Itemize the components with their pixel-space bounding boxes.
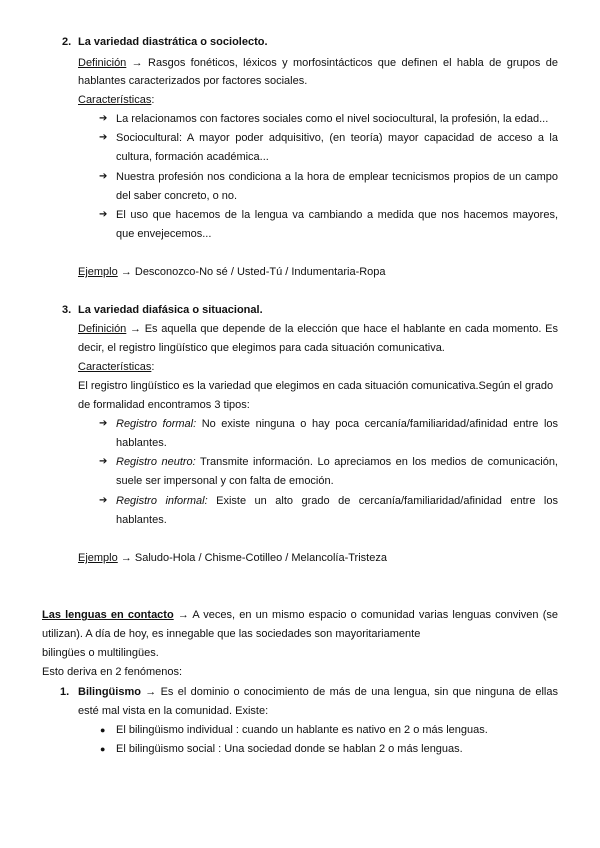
section3-paragraph-line1: El registro lingüístico es la variedad que elegimos en cada situación comunicativa.Según el grado (78, 380, 554, 392)
contact-dot1: El bilingüismo individual : cuando un hablante es nativo en 2 o más lenguas. (116, 724, 488, 736)
bullet-arrow-icon: ➔ (99, 113, 108, 124)
register-neutral-label: Registro neutro: (116, 456, 196, 468)
bullet-arrow-icon: ➔ (99, 209, 108, 220)
section3-characteristics-heading (78, 360, 154, 374)
section2-bullet2-line1: Sociocultural: A mayor poder adquisitivo, (en teoría) mayor capacidad de acceso a la (116, 132, 558, 144)
section3-register-neutral-line1 (116, 455, 558, 469)
bullet-dot-icon: ● (100, 725, 106, 735)
section2-title: La variedad diastrática o sociolecto. (78, 36, 268, 48)
register-informal-label: Registro informal: (116, 495, 208, 507)
section2-example-text: → Desconozco-No sé / Usted-Tú / Indumentaria-Ropa (120, 266, 386, 278)
bullet-arrow-icon: ➔ (99, 456, 108, 467)
section3-characteristics-label: Características (78, 361, 152, 373)
section3-register-formal-line1 (116, 417, 558, 431)
section3-example-label: Ejemplo (78, 552, 118, 564)
register-informal-text: Existe un alto grado de cercanía/familiaridad/afinidad entre los (207, 495, 558, 507)
contact-item-line2: esté mal vista en la comunidad. Existe: (78, 705, 269, 717)
section2-definition-label: Definición (78, 57, 127, 69)
bullet-arrow-icon: ➔ (99, 418, 108, 429)
section3-definition-line1 (78, 322, 558, 336)
bullet-arrow-icon: ➔ (99, 495, 108, 506)
contact-line3: bilingües o multilingües. (42, 647, 159, 659)
section3-definition-label: Definición (78, 323, 127, 335)
contact-dot2: El bilingüismo social : Una sociedad donde se hablan 2 o más lenguas. (116, 743, 463, 755)
section2-bullet2-line2: cultura, formación académica... (116, 151, 269, 163)
section2-example-label: Ejemplo (78, 266, 118, 278)
register-neutral-text: Transmite información. Lo apreciamos en los medios de comunicación, (195, 456, 558, 468)
contact-line1-text: → A veces, en un mismo espacio o comunidad varias lenguas conviven (se (173, 609, 558, 621)
contact-item-number: 1. (60, 686, 70, 698)
section3-characteristics-colon: : (151, 361, 155, 373)
section3-definition-line2: decir, el registro lingüístico que elegimos para cada situación comunicativa. (78, 342, 445, 354)
section2-bullet1: La relacionamos con factores sociales como el nivel sociocultural, la profesión, la edad... (116, 113, 549, 125)
section2-characteristics-heading (78, 93, 154, 107)
contact-item-line1 (78, 685, 558, 699)
bilinguismo-title: Bilingüismo (78, 686, 141, 698)
section2-definition-text: Rasgos fonéticos, léxicos y morfosintácticos que definen el habla de grupos de (148, 57, 558, 69)
section3-example (78, 551, 387, 565)
section2-characteristics-colon: : (151, 94, 155, 106)
section2-example (78, 265, 386, 279)
section3-register-formal-line2: hablantes. (116, 437, 167, 449)
section2-bullet4-line1: El uso que hacemos de la lengua va cambiando a medida que nos hacemos mayores, (116, 209, 558, 221)
register-formal-text: No existe ninguna o hay poca cercanía/familiaridad/afinidad entre los (196, 418, 558, 430)
contact-line2: utilizan). A día de hoy, es innegable que las sociedades son mayoritariamente (42, 628, 421, 640)
section3-register-neutral-line2: suele ser impersonal y con falta de emoción. (116, 475, 334, 487)
section2-bullet3-line2: del saber concreto, o no. (116, 190, 238, 202)
contact-title: Las lenguas en contacto (42, 609, 174, 621)
contact-line1 (42, 608, 558, 622)
section2-characteristics-label: Características (78, 94, 152, 106)
section2-bullet3-line1: Nuestra profesión nos condiciona a la hora de emplear tecnicismos propios de un campo (116, 171, 558, 183)
section3-example-text: → Saludo-Hola / Chisme-Cotilleo / Melancolía-Tristeza (120, 552, 387, 564)
section3-register-informal-line1 (116, 494, 558, 508)
bullet-arrow-icon: ➔ (99, 171, 108, 182)
section2-definition-line2: hablantes caracterizados por factores sociales. (78, 75, 308, 87)
bullet-dot-icon: ● (100, 744, 106, 754)
bilinguismo-text: → Es el dominio o conocimiento de más de una lengua, sin que ninguna de ellas (140, 686, 558, 698)
register-formal-label: Registro formal: (116, 418, 197, 430)
section3-title: La variedad diafásica o situacional. (78, 304, 263, 316)
section3-definition-text: → Es aquella que depende de la elección que hace el hablante en cada momento. Es (130, 323, 558, 335)
section3-paragraph-line2: de formalidad encontramos 3 tipos: (78, 399, 250, 411)
section2-definition-line1 (78, 56, 558, 70)
section2-bullet4-line2: que envejecemos... (116, 228, 212, 240)
section2-number: 2. (62, 36, 72, 48)
section3-number: 3. (62, 304, 72, 316)
contact-line4: Esto deriva en 2 fenómenos: (42, 666, 183, 678)
bullet-arrow-icon: ➔ (99, 132, 108, 143)
section2-definition-arrow: → (131, 57, 143, 69)
section3-register-informal-line2: hablantes. (116, 514, 167, 526)
